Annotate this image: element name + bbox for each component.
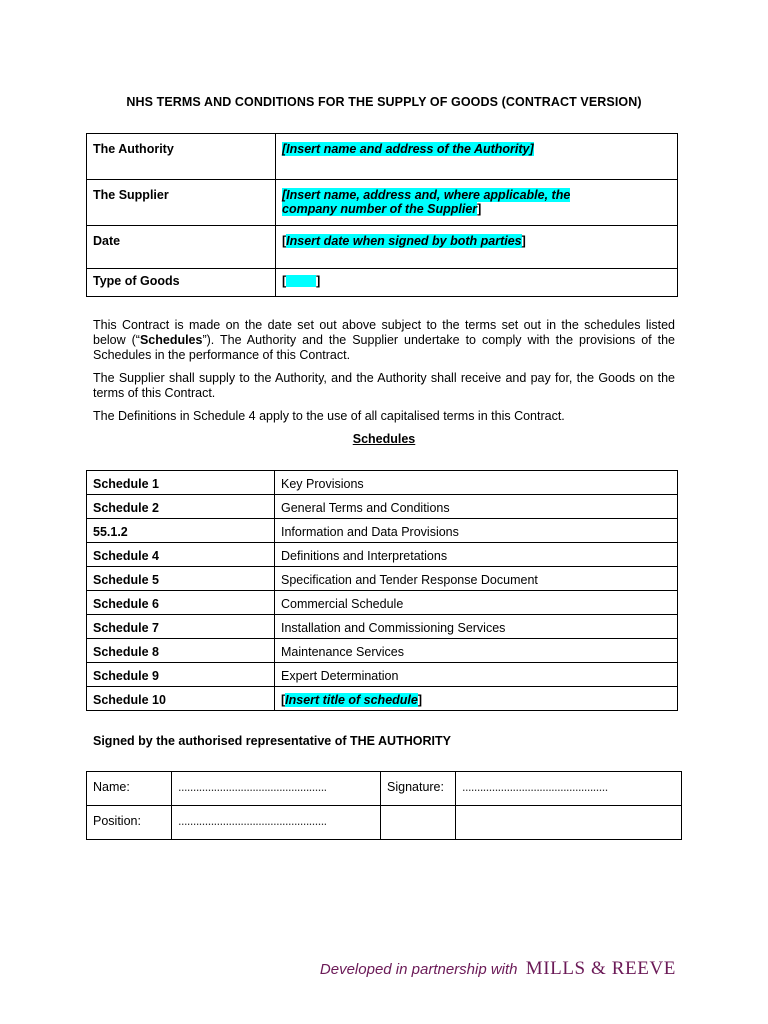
contract-paragraph: This Contract is made on the date set out above subject to the terms set out in the schedules listed below (“Schedules”). The Authority and the Supplier undertake to comply with the provisions of the Schedules in the performance of this Contract. (93, 318, 675, 362)
schedule-name: 55.1.2 (87, 519, 275, 543)
schedule-name: Schedule 2 (87, 495, 275, 519)
table-row (87, 687, 678, 711)
position-label: Position: (87, 806, 172, 840)
page-title: NHS TERMS AND CONDITIONS FOR THE SUPPLY OF GOODS (CONTRACT VERSION) (126, 95, 642, 109)
schedule-title: Definitions and Interpretations (275, 543, 678, 567)
partnership-footer (320, 958, 676, 980)
schedules-table (86, 470, 678, 711)
authority-value: [Insert name and address of the Authority] (276, 134, 678, 180)
table-row (87, 567, 678, 591)
supply-paragraph: The Supplier shall supply to the Authority, and the Authority shall receive and pay for, the Goods on the terms of this Contract. (93, 371, 675, 400)
schedule-name: Schedule 8 (87, 639, 275, 663)
table-row (87, 615, 678, 639)
schedule-title: Expert Determination (275, 663, 678, 687)
table-row (87, 134, 678, 180)
table-row (87, 772, 682, 806)
table-row (87, 543, 678, 567)
date-value: [Insert date when signed by both parties] (276, 226, 678, 269)
schedule-title: Key Provisions (275, 471, 678, 495)
authority-label: The Authority (87, 134, 276, 180)
schedule-title: Maintenance Services (275, 639, 678, 663)
schedule-name: Schedule 6 (87, 591, 275, 615)
schedule-title: Installation and Commissioning Services (275, 615, 678, 639)
schedules-heading: Schedules (352, 432, 416, 446)
table-row (87, 471, 678, 495)
schedule-title: Commercial Schedule (275, 591, 678, 615)
table-row (87, 591, 678, 615)
schedule-name: Schedule 5 (87, 567, 275, 591)
schedule-name: Schedule 7 (87, 615, 275, 639)
table-row (87, 180, 678, 226)
parties-table (86, 133, 678, 297)
table-row (87, 269, 678, 297)
schedule-name: Schedule 4 (87, 543, 275, 567)
schedule-title: Specification and Tender Response Document (275, 567, 678, 591)
date-label: Date (87, 226, 276, 269)
name-label: Name: (87, 772, 172, 806)
empty-cell (456, 806, 682, 840)
type-of-goods-value: [ ] (276, 269, 678, 297)
signature-table (86, 771, 682, 840)
footer-lead: Developed in partnership with (319, 961, 518, 978)
schedule-name: Schedule 9 (87, 663, 275, 687)
name-field[interactable]: .................................................. (172, 772, 381, 806)
schedule-title: Information and Data Provisions (275, 519, 678, 543)
mills-reeve-logo: MILLS & REEVE (525, 958, 676, 979)
schedule-name: Schedule 10 (87, 687, 275, 711)
table-row (87, 495, 678, 519)
type-of-goods-label: Type of Goods (87, 269, 276, 297)
table-row (87, 226, 678, 269)
position-field[interactable]: .................................................. (172, 806, 381, 840)
schedule-title: General Terms and Conditions (275, 495, 678, 519)
supplier-label: The Supplier (87, 180, 276, 226)
table-row (87, 519, 678, 543)
schedule-title: [Insert title of schedule] (275, 687, 678, 711)
table-row (87, 663, 678, 687)
supplier-value: [Insert name, address and, where applicable, the company number of the Supplier] (276, 180, 678, 226)
signature-label: Signature: (381, 772, 456, 806)
empty-cell (381, 806, 456, 840)
definitions-paragraph: The Definitions in Schedule 4 apply to the use of all capitalised terms in this Contract. (93, 409, 565, 423)
signed-by-heading: Signed by the authorised representative of THE AUTHORITY (93, 734, 451, 748)
signature-field[interactable]: ................................................. (456, 772, 682, 806)
table-row (87, 639, 678, 663)
table-row (87, 806, 682, 840)
schedule-name: Schedule 1 (87, 471, 275, 495)
